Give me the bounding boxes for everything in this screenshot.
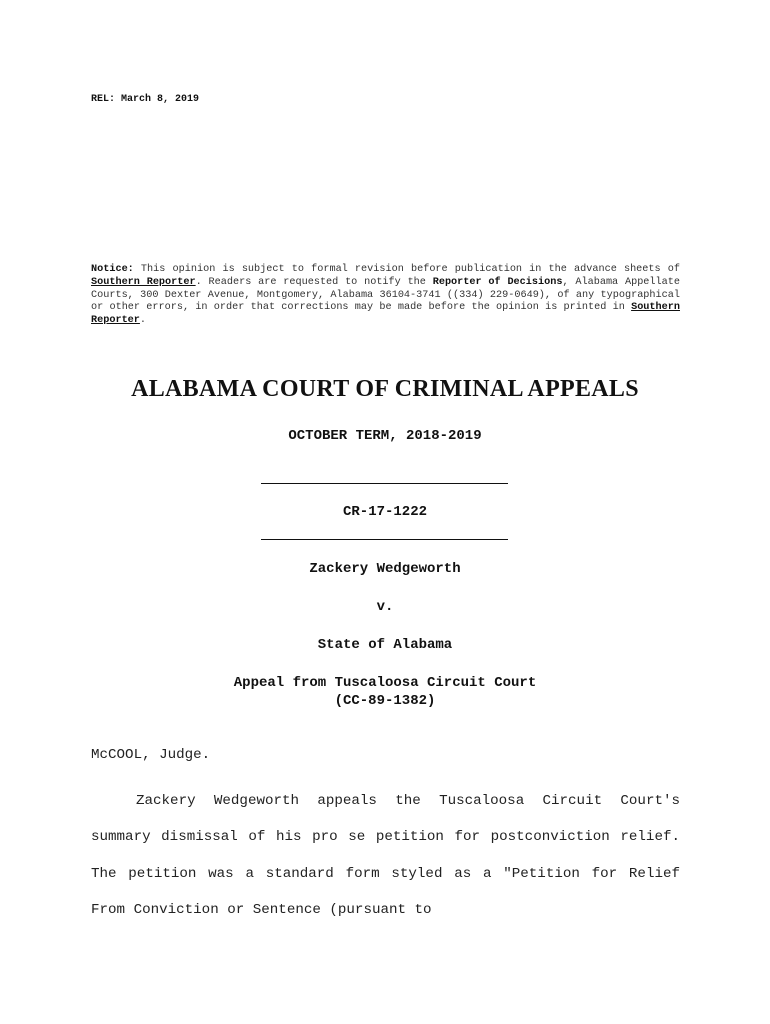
opinion-paragraph: Zackery Wedgeworth appeals the Tuscaloosa Circuit Court's summary dismissal of his pro se petition for postconviction relief. The petition was a standard form styled as a "Petition for Relief From Conviction or Sentence (pursuant to — [91, 793, 680, 918]
appellant-name: Zackery Wedgeworth — [309, 561, 461, 577]
appellee-name: State of Alabama — [317, 637, 453, 653]
southern-reporter-reference-2: Southern Reporter — [91, 302, 680, 327]
court-name: ALABAMA COURT OF CRIMINAL APPEALS — [131, 376, 639, 402]
caption-rule-bottom — [261, 539, 508, 540]
authoring-judge: McCOOL, Judge. — [91, 747, 211, 763]
notice-text-2: . Readers are requested to notify the — [195, 276, 433, 288]
versus: v. — [376, 599, 394, 615]
notice-text-1: This opinion is subject to formal revision before publication in the advance sheets of — [133, 264, 680, 275]
notice-text-4: . — [139, 315, 147, 327]
caption-rule-top — [261, 483, 508, 484]
southern-reporter-reference: Southern Reporter — [91, 276, 196, 288]
appeal-origin: Appeal from Tuscaloosa Circuit Court — [233, 675, 537, 691]
case-number: CR-17-1222 — [342, 504, 427, 520]
release-date: REL: March 8, 2019 — [91, 94, 200, 105]
court-term: OCTOBER TERM, 2018-2019 — [288, 428, 482, 444]
lower-court-case-number: (CC-89-1382) — [334, 693, 436, 709]
publication-notice — [91, 264, 680, 328]
reporter-of-decisions: Reporter of Decisions — [432, 276, 563, 288]
notice-text-3: , Alabama Appellate Courts, 300 Dexter Avenue, Montgomery, Alabama 36104-3741 ((334) 229-0649), of any typographical or other errors, in order that corrections may be made before the opinion is printed in — [91, 276, 680, 314]
notice-label: Notice: — [91, 264, 134, 275]
